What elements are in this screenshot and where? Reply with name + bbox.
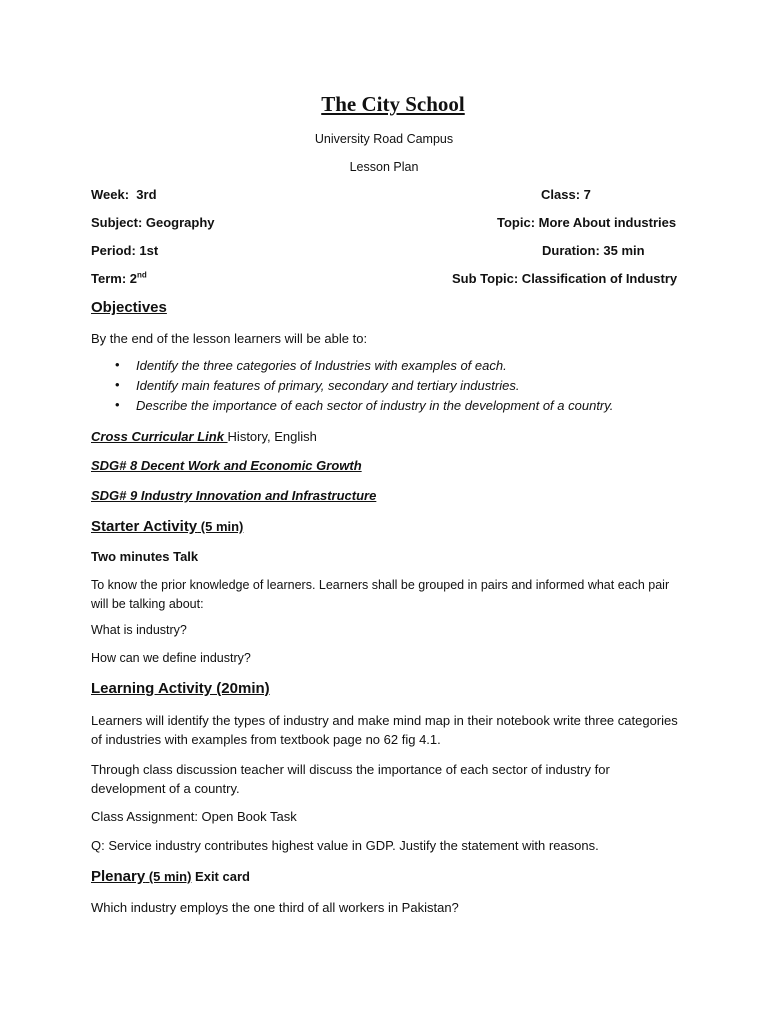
- week-label: Week:: [91, 187, 130, 202]
- week-field: [91, 187, 157, 202]
- plenary-time: (5 min): [145, 869, 192, 884]
- starter-heading-text: Starter Activity: [91, 518, 198, 535]
- learning-paragraph-2: Through class discussion teacher will discuss the importance of each sector of industry for development of a country.: [91, 762, 610, 796]
- duration-field: Duration: 35 min: [542, 243, 645, 258]
- plenary-heading: [91, 868, 250, 885]
- starter-time: (5 min): [197, 519, 244, 534]
- bullet-icon: •: [115, 397, 120, 412]
- objectives-list: [91, 358, 613, 418]
- period-field: Period: 1st: [91, 243, 159, 258]
- document-type: Lesson Plan: [349, 160, 419, 174]
- school-title: The City School: [321, 92, 465, 116]
- term-superscript: nd: [137, 270, 147, 280]
- objective-item: • Describe the importance of each sector of industry in the development of a country.: [115, 397, 614, 413]
- assignment-question: Q: Service industry contributes highest value in GDP. Justify the statement with reasons.: [91, 838, 599, 853]
- objectives-intro: By the end of the lesson learners will be able to:: [91, 331, 368, 346]
- term-label: Term: 2: [91, 271, 137, 286]
- class-assignment: Class Assignment: Open Book Task: [91, 809, 297, 824]
- campus-name: University Road Campus: [314, 132, 454, 146]
- cross-curricular-value: History, English: [227, 429, 317, 444]
- starter-subheading: Two minutes Talk: [91, 549, 199, 564]
- starter-heading: [91, 518, 243, 535]
- cross-curricular-label: Cross Curricular Link: [91, 429, 228, 444]
- cross-curricular-link: [91, 429, 317, 444]
- objective-item: • Identify the three categories of Industries with examples of each.: [115, 357, 507, 373]
- objectives-heading: Objectives: [91, 299, 167, 316]
- class-field: Class: 7: [541, 187, 591, 202]
- plenary-suffix: Exit card: [191, 869, 250, 884]
- subtopic-field: Sub Topic: Classification of Industry: [452, 271, 678, 286]
- plenary-question: Which industry employs the one third of all workers in Pakistan?: [91, 900, 459, 915]
- bullet-icon: •: [115, 357, 120, 372]
- starter-question-1: What is industry?: [91, 623, 187, 637]
- sdg-8: SDG# 8 Decent Work and Economic Growth: [91, 458, 362, 473]
- learning-paragraph-1: Learners will identify the types of industry and make mind map in their notebook write three categories of industries with examples from textbook page no 62 fig 4.1.: [91, 713, 678, 747]
- objective-item: • Identify main features of primary, secondary and tertiary industries.: [115, 377, 520, 393]
- term-field: [91, 271, 147, 286]
- week-value: 3rd: [136, 187, 157, 202]
- sdg-9: SDG# 9 Industry Innovation and Infrastructure: [91, 488, 377, 503]
- starter-question-2: How can we define industry?: [91, 651, 251, 665]
- bullet-icon: •: [115, 377, 120, 392]
- topic-field: Topic: More About industries: [497, 215, 677, 230]
- plenary-heading-text: Plenary: [91, 868, 146, 885]
- learning-heading: Learning Activity (20min): [91, 680, 270, 697]
- starter-description: To know the prior knowledge of learners. Learners shall be grouped in pairs and informed what each pair will be talking about:: [91, 578, 670, 611]
- subject-field: Subject: Geography: [91, 215, 215, 230]
